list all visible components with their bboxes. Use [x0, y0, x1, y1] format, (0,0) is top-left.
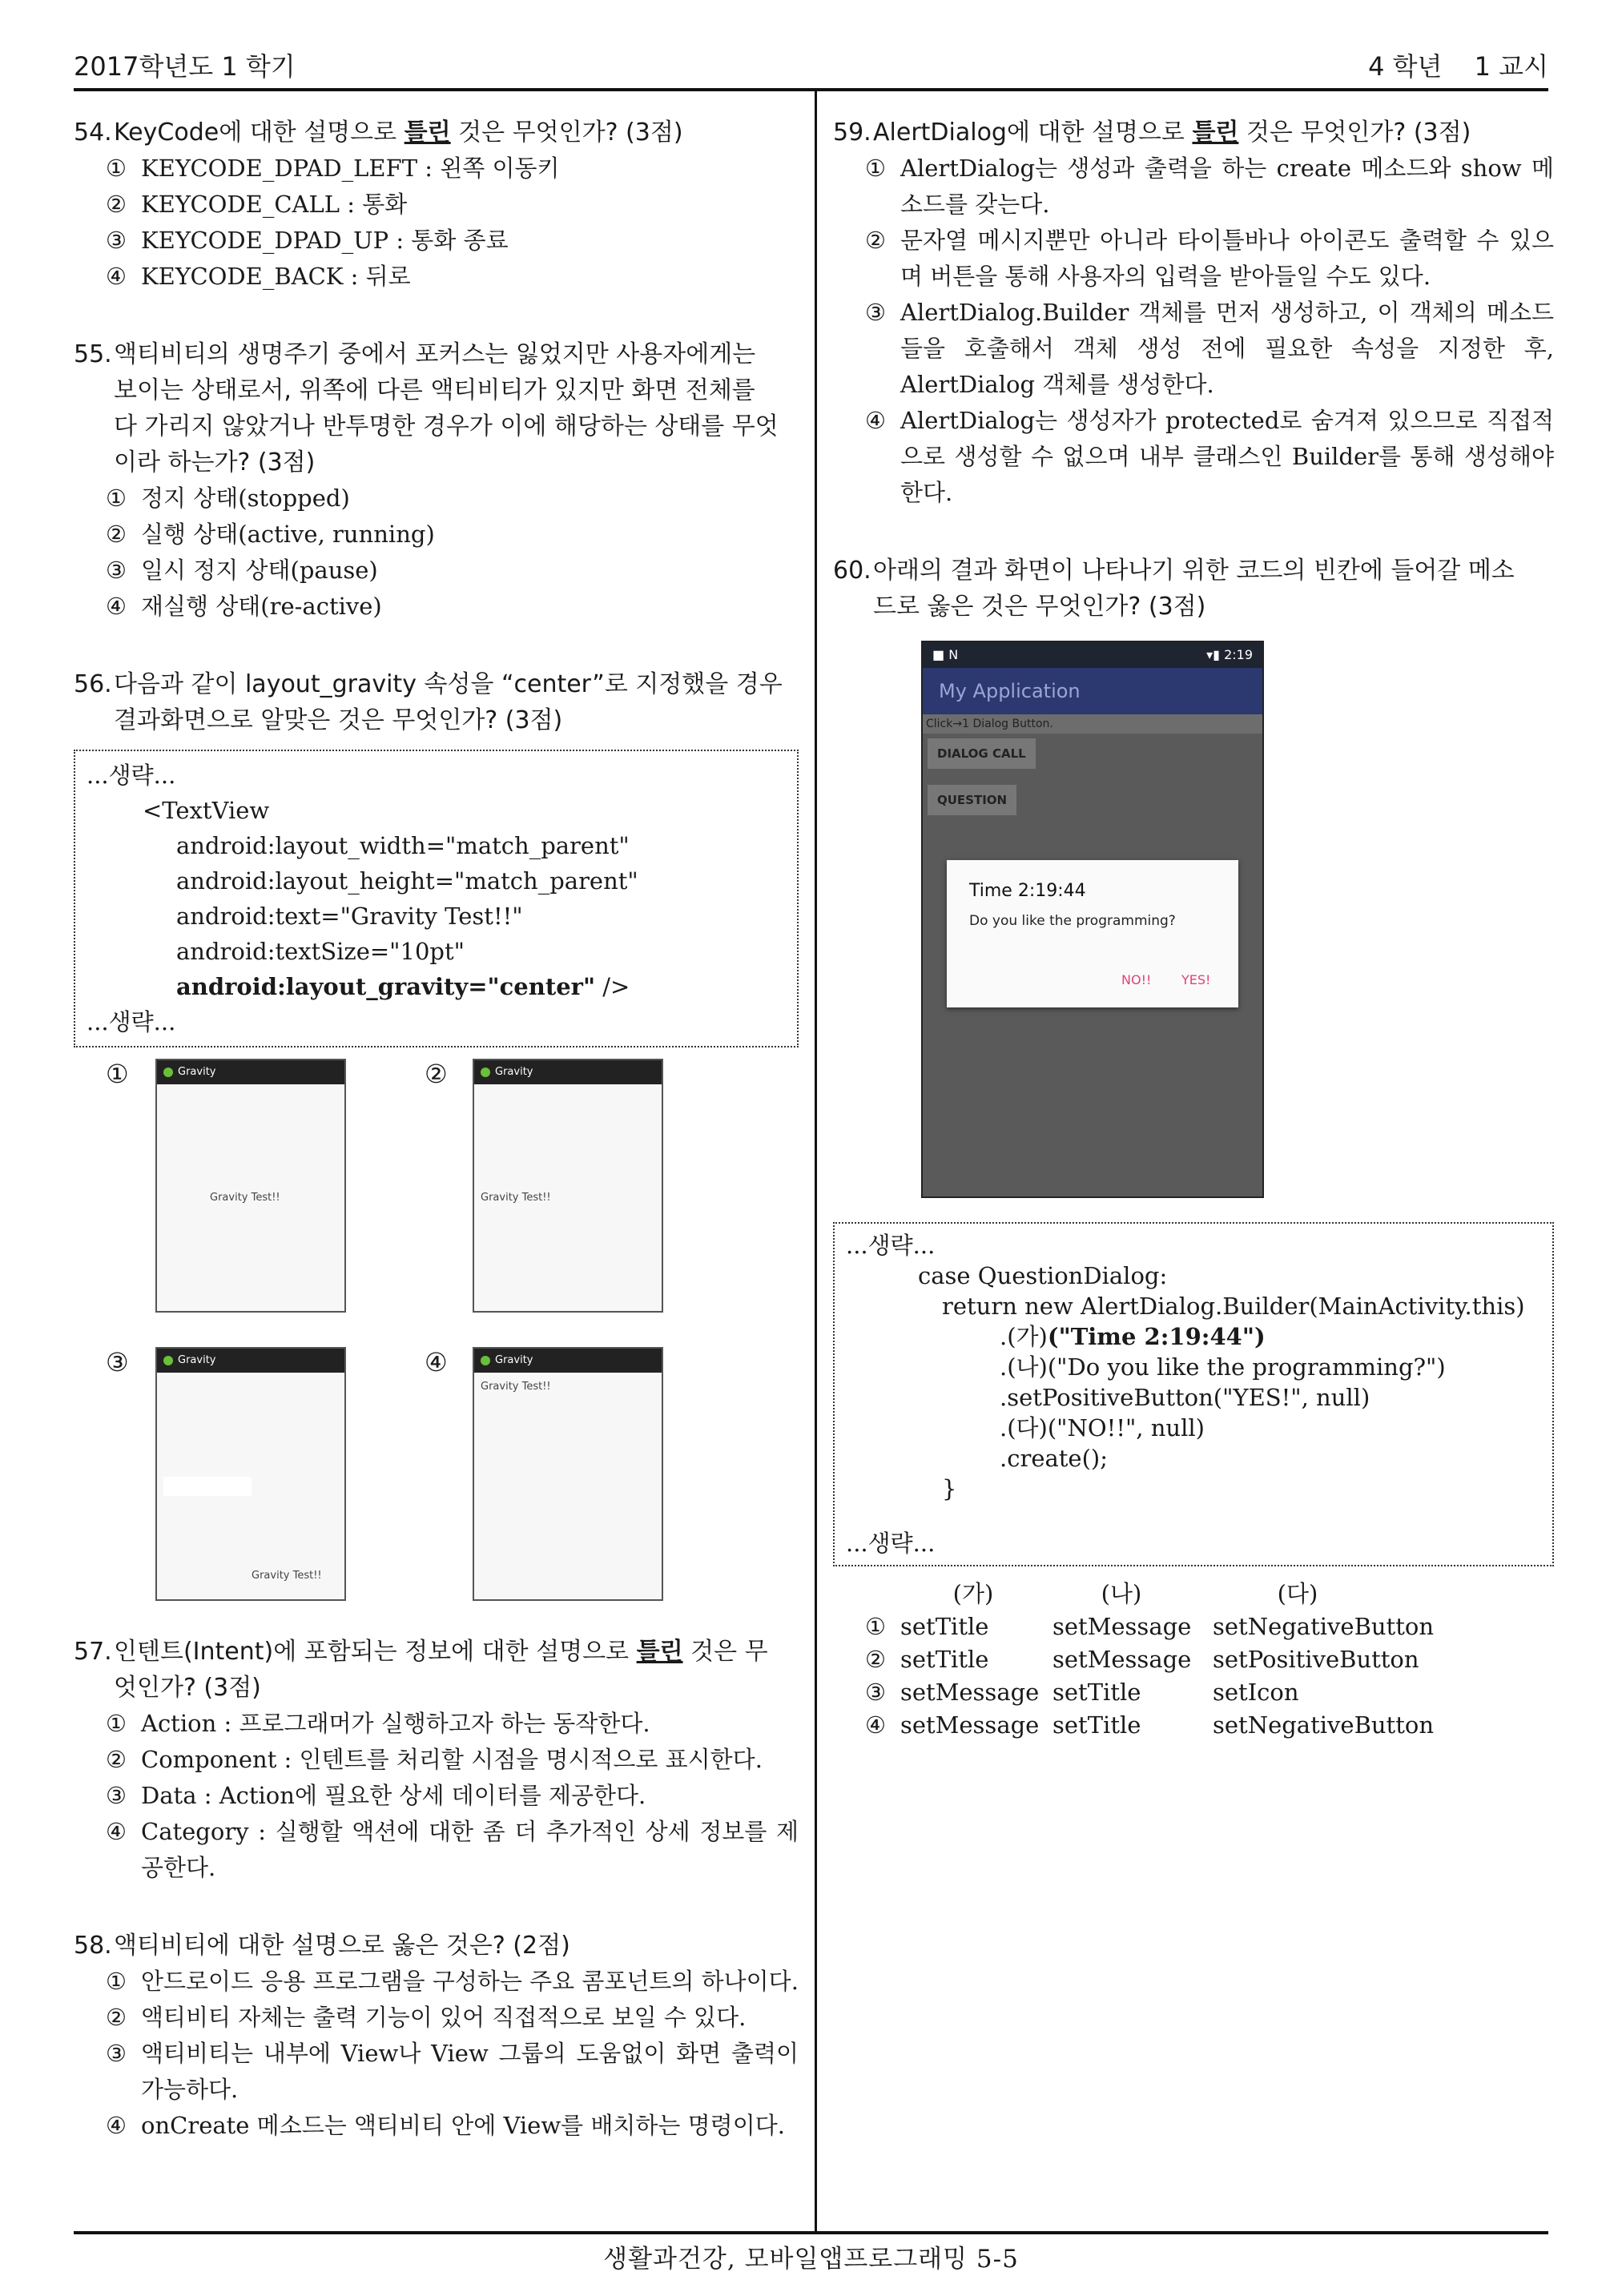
option-2[interactable]: ② 문자열 메시지뿐만 아니라 타이틀바나 아이콘도 출력할 수 있으며 버튼을 통해 사용자의 입력을 받아들일 수도 있다.	[865, 227, 1554, 290]
option-3[interactable]: ③ 일시 정지 상태(pause)	[106, 557, 378, 584]
question-stem: 59.AlertDialog에 대한 설명으로 틀린 것은 무엇인가? (3점)	[833, 119, 1471, 147]
header-grade-period	[1344, 46, 1548, 83]
dialog-no-button[interactable]: NO!!	[1121, 972, 1152, 987]
column-divider	[815, 91, 817, 2231]
option-2[interactable]: ② 실행 상태(active, running)	[106, 521, 435, 548]
question-60: 60.아래의 결과 화면이 나타나기 위한 코드의 빈칸에 들어갈 메소 드로 옳은 것은 무엇인가? (3점) ■ N ▾▮ 2:19 My Application Click→1 Dialog Button. DIALOG CALL QUESTION Time 2:19:44 Do you like the programming? NO!! YES! ...생략... case QuestionDialog: return new AlertDialog.Builder(MainActivity.this) .(가)("Time 2:19:44") .(나)("Do you like the programming?") .setPositiveButton("YES!", null) .(다)("NO!!", null) .create(); } ...생략... (가) (나) (다) ① setTitle setMessage setNegativeButton ② setTitle setMessage setPositiveButton ③ setMessage setTitle setIcon ④ setMessage setTitle setNegativeButton	[833, 553, 1554, 1742]
option-1[interactable]: ① AlertDialog는 생성과 출력을 하는 create 메소드와 show 메소드를 갖는다.	[865, 155, 1554, 218]
option-1[interactable]: ① KEYCODE_DPAD_LEFT : 왼쪽 이동키	[106, 155, 560, 182]
header-term: 2017학년도 1 학기	[74, 51, 296, 82]
question-57: 57.인텐트(Intent)에 포함되는 정보에 대한 설명으로 틀린 것은 무 엇인가? (3점) ① Action : 프로그래머가 실행하고자 하는 동작한다. ② Component : 인텐트를 처리할 시점을 명시적으로 표시한다. ③ Data : Action에 필요한 상세 데이터를 제공한다. ④ Category : 실행할 액션에 대한 좀 더 추가적인 상세 정보를 제공한다.	[74, 1634, 799, 1886]
option-1[interactable]: ① setTitle setMessage setNegativeButton	[865, 1613, 1434, 1640]
question-stem: 56.다음과 같이 layout_gravity 속성을 “center”로 지정했을 경우	[74, 670, 783, 698]
option-2[interactable]: ② KEYCODE_CALL : 통화	[106, 191, 408, 218]
blank-area	[163, 1477, 252, 1496]
option-4[interactable]: ④ onCreate 메소드는 액티비티 안에 View를 배치하는 명령이다.	[106, 2112, 785, 2139]
header-period: 1 교시	[1474, 51, 1548, 82]
android-icon	[481, 1068, 490, 1077]
page-footer: 생활과건강, 모바일앱프로그래밍 5-5	[603, 2245, 1019, 2274]
option-4-screen[interactable]: Gravity Gravity Test!!	[473, 1347, 663, 1601]
app-bar-title: My Application	[923, 668, 1262, 714]
question-58	[74, 1928, 799, 2144]
option-1-mark[interactable]: ①	[106, 1059, 129, 1089]
alert-dialog	[947, 860, 1238, 1007]
option-4-mark[interactable]: ④	[425, 1347, 448, 1377]
option-2[interactable]: ② setTitle setMessage setPositiveButton	[865, 1646, 1419, 1673]
top-rule	[74, 88, 1548, 91]
option-1[interactable]: ① 정지 상태(stopped)	[106, 485, 350, 512]
option-4[interactable]: ④ 재실행 상태(re-active)	[106, 593, 382, 620]
option-3[interactable]: ③ setMessage setTitle setIcon	[865, 1679, 1299, 1706]
header-grade: 4 학년	[1368, 51, 1443, 82]
status-bar: ■ N ▾▮ 2:19	[923, 642, 1262, 668]
bottom-rule	[74, 2231, 1548, 2234]
answer-table	[833, 1578, 1554, 1742]
answer-table-header: (가) (나) (다)	[952, 1580, 1318, 1607]
answer-thumbnails	[74, 1059, 799, 1619]
dialog-title: Time 2:19:44	[969, 881, 1086, 901]
option-3[interactable]: ③ 액티비티는 내부에 View나 View 그룹의 도움없이 화면 출력이 가능하다.	[106, 2040, 799, 2103]
question-55: 55.액티비티의 생명주기 중에서 포커스는 잃었지만 사용자에게는 보이는 상태로서, 위쪽에 다른 액티비티가 있지만 화면 전체를 다 가리지 않았거나 반투명한 경우가 이에 해당하는 상태를 무엇 이라 하는가? (3점) ① 정지 상태(stopped) ② 실행 상태(active, running) ③ 일시 정지 상태(pause) ④ 재실행 상태(re-active)	[74, 336, 799, 625]
android-icon	[163, 1356, 173, 1365]
dialog-call-button[interactable]: DIALOG CALL	[928, 738, 1036, 769]
question-stem: 57.인텐트(Intent)에 포함되는 정보에 대한 설명으로 틀린 것은 무	[74, 1638, 768, 1666]
option-2[interactable]: ② Component : 인텐트를 처리할 시점을 명시적으로 표시한다.	[106, 1746, 763, 1773]
option-4[interactable]: ④ Category : 실행할 액션에 대한 좀 더 추가적인 상세 정보를 제공한다.	[106, 1818, 799, 1881]
option-2-mark[interactable]: ②	[425, 1059, 448, 1089]
right-column	[833, 115, 1554, 1783]
option-4[interactable]: ④ AlertDialog는 생성자가 protected로 숨겨져 있으므로 직접적으로 생성할 수 없으며 내부 클래스인 Builder를 통해 생성해야 한다.	[865, 407, 1554, 506]
android-screenshot	[921, 641, 1264, 1198]
option-3[interactable]: ③ AlertDialog.Builder 객체를 먼저 생성하고, 이 객체의 메소드들을 호출해서 객체 생성 전에 필요한 속성을 지정한 후, AlertDialog 객체를 생성한다.	[865, 299, 1554, 398]
option-1-screen[interactable]: Gravity Gravity Test!!	[155, 1059, 346, 1313]
option-1[interactable]: ① 안드로이드 응용 프로그램을 구성하는 주요 콤포넌트의 하나이다.	[106, 1968, 799, 1995]
code-box: ...생략... <TextView android:layout_width="match_parent" android:layout_height="match_parent" android:text="Gravity Test!!" android:textSize="10pt" android:layout_gravity="center" /> ...생략...	[74, 750, 799, 1047]
question-stem: 54.KeyCode에 대한 설명으로 틀린 것은 무엇인가? (3점)	[74, 119, 683, 147]
hint-text: Click→1 Dialog Button.	[923, 714, 1262, 734]
option-4[interactable]: ④ setMessage setTitle setNegativeButton	[865, 1711, 1434, 1739]
question-stem: 55.액티비티의 생명주기 중에서 포커스는 잃었지만 사용자에게는	[74, 340, 756, 368]
question-button[interactable]: QUESTION	[928, 785, 1016, 815]
question-stem: 60.아래의 결과 화면이 나타나기 위한 코드의 빈칸에 들어갈 메소	[833, 557, 1515, 585]
question-56: 56.다음과 같이 layout_gravity 속성을 “center”로 지정했을 경우 결과화면으로 알맞은 것은 무엇인가? (3점) ...생략... <TextView android:layout_width="match_parent" android:layout_height="match_parent" android:text="Gravity Test!!" android:textSize="10pt" android:layout_gravity="center" /> ...생략... ① Gravity Gravity Test!! ② Gravity Gravity Test!! ③ Gravity Gravity Test!! ④ Gravity Gravity Test!!	[74, 666, 799, 1619]
option-1[interactable]: ① Action : 프로그래머가 실행하고자 하는 동작한다.	[106, 1710, 650, 1737]
android-icon	[481, 1356, 490, 1365]
code-box: ...생략... case QuestionDialog: return new AlertDialog.Builder(MainActivity.this) .(가)("Time 2:19:44") .(나)("Do you like the programming?") .setPositiveButton("YES!", null) .(다)("NO!!", null) .create(); } ...생략...	[833, 1222, 1554, 1566]
dialog-yes-button[interactable]: YES!	[1181, 972, 1211, 987]
option-3-screen[interactable]: Gravity Gravity Test!!	[155, 1347, 346, 1601]
option-3[interactable]: ③ Data : Action에 필요한 상세 데이터를 제공한다.	[106, 1782, 646, 1809]
option-2[interactable]: ② 액티비티 자체는 출력 기능이 있어 직접적으로 보일 수 있다.	[106, 2004, 747, 2031]
question-59	[833, 115, 1554, 511]
option-3[interactable]: ③ KEYCODE_DPAD_UP : 통화 종료	[106, 227, 509, 254]
question-stem: 58.액티비티에 대한 설명으로 옳은 것은? (2점)	[74, 1932, 570, 1960]
option-2-screen[interactable]: Gravity Gravity Test!!	[473, 1059, 663, 1313]
option-4[interactable]: ④ KEYCODE_BACK : 뒤로	[106, 263, 411, 290]
option-3-mark[interactable]: ③	[106, 1347, 129, 1377]
dialog-message: Do you like the programming?	[969, 913, 1176, 929]
left-column	[74, 115, 799, 2185]
android-icon	[163, 1068, 173, 1077]
question-54	[74, 115, 799, 295]
